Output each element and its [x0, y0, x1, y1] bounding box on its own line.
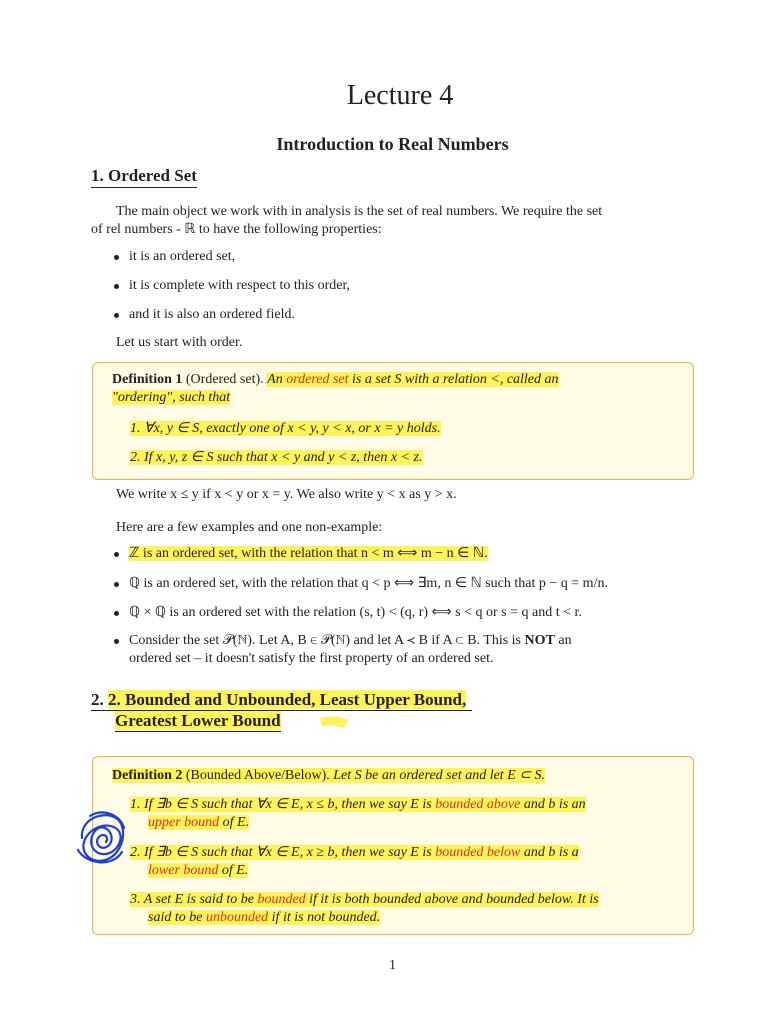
property-item: it is complete with respect to this order, [129, 277, 350, 295]
bullet-icon [114, 284, 119, 289]
definition-2-line-1: Definition 2 (Bounded Above/Below). Let S be an ordered set and let E ⊂ S. [112, 768, 545, 783]
bullet-icon [114, 639, 119, 644]
definition-2-item-3-cont: said to be unbounded if it is not bounded. [148, 910, 381, 925]
definition-2-item-1-cont: upper bound of E. [148, 815, 250, 830]
bullet-icon [114, 552, 119, 557]
property-item: and it is also an ordered field. [129, 306, 295, 324]
section-heading-bounded: 2. 2. Bounded and Unbounded, Least Upper Bound, Greatest Lower Bound [91, 690, 472, 732]
definition-1-item-2: 2. If x, y, z ∈ S such that x < y and y < z, then x < z. [130, 450, 423, 465]
bullet-icon [114, 313, 119, 318]
definition-2-item-3: 3. A set E is said to be bounded if it is both bounded above and bounded below. It is [130, 892, 599, 907]
page-subtitle: Introduction to Real Numbers [276, 134, 509, 154]
bullet-icon [114, 255, 119, 260]
term-ordered-set: ordered set [286, 372, 349, 387]
definition-1-line-1: Definition 1 (Ordered set). An ordered set is a set S with a relation <, called an [112, 372, 559, 387]
definition-1-line-2: "ordering", such that [112, 390, 231, 405]
write-line: We write x ≤ y if x < y or x = y. We also write y < x as y > x. [116, 487, 457, 502]
nonexample-item: Consider the set 𝒫(ℕ). Let A, B ∈ 𝒫(ℕ) and let A ≺ B if A ⊂ B. This is NOT an [129, 632, 572, 650]
example-item: ℚ is an ordered set, with the relation that q < p ⟺ ∃m, n ∈ ℕ such that p − q = m/n. [129, 575, 608, 593]
definition-1-item-1: 1. ∀x, y ∈ S, exactly one of x < y, y < x, or x = y holds. [130, 421, 441, 436]
blue-scribble-mark [72, 806, 132, 870]
example-item: ℤ is an ordered set, with the relation that n < m ⟺ m − n ∈ ℕ. [129, 545, 488, 563]
property-item: it is an ordered set, [129, 248, 235, 266]
nonexample-line-2: ordered set – it doesn't satisfy the first property of an ordered set. [129, 651, 494, 666]
highlight-stroke-mark [318, 710, 354, 732]
examples-intro: Here are a few examples and one non-example: [116, 520, 383, 535]
bullet-icon [114, 582, 119, 587]
intro-line-1: The main object we work with in analysis is the set of real numbers. We require the set [116, 204, 603, 219]
definition-2-item-2: 2. If ∃b ∈ S such that ∀x ∈ E, x ≥ b, then we say E is bounded below and b is a [130, 845, 579, 860]
page-number: 1 [389, 958, 396, 973]
intro-line-2: of rel numbers - ℝ to have the following properties: [91, 222, 382, 237]
definition-2-item-1: 1. If ∃b ∈ S such that ∀x ∈ E, x ≤ b, then we say E is bounded above and b is an [130, 797, 586, 812]
definition-2-item-2-cont: lower bound of E. [148, 863, 249, 878]
example-item: ℚ × ℚ is an ordered set with the relation (s, t) < (q, r) ⟺ s < q or s = q and t < r. [129, 604, 582, 622]
section-heading-ordered-set: 1. Ordered Set [91, 166, 197, 188]
bullet-icon [114, 611, 119, 616]
start-order-text: Let us start with order. [116, 335, 243, 350]
page-title: Lecture 4 [346, 80, 454, 111]
